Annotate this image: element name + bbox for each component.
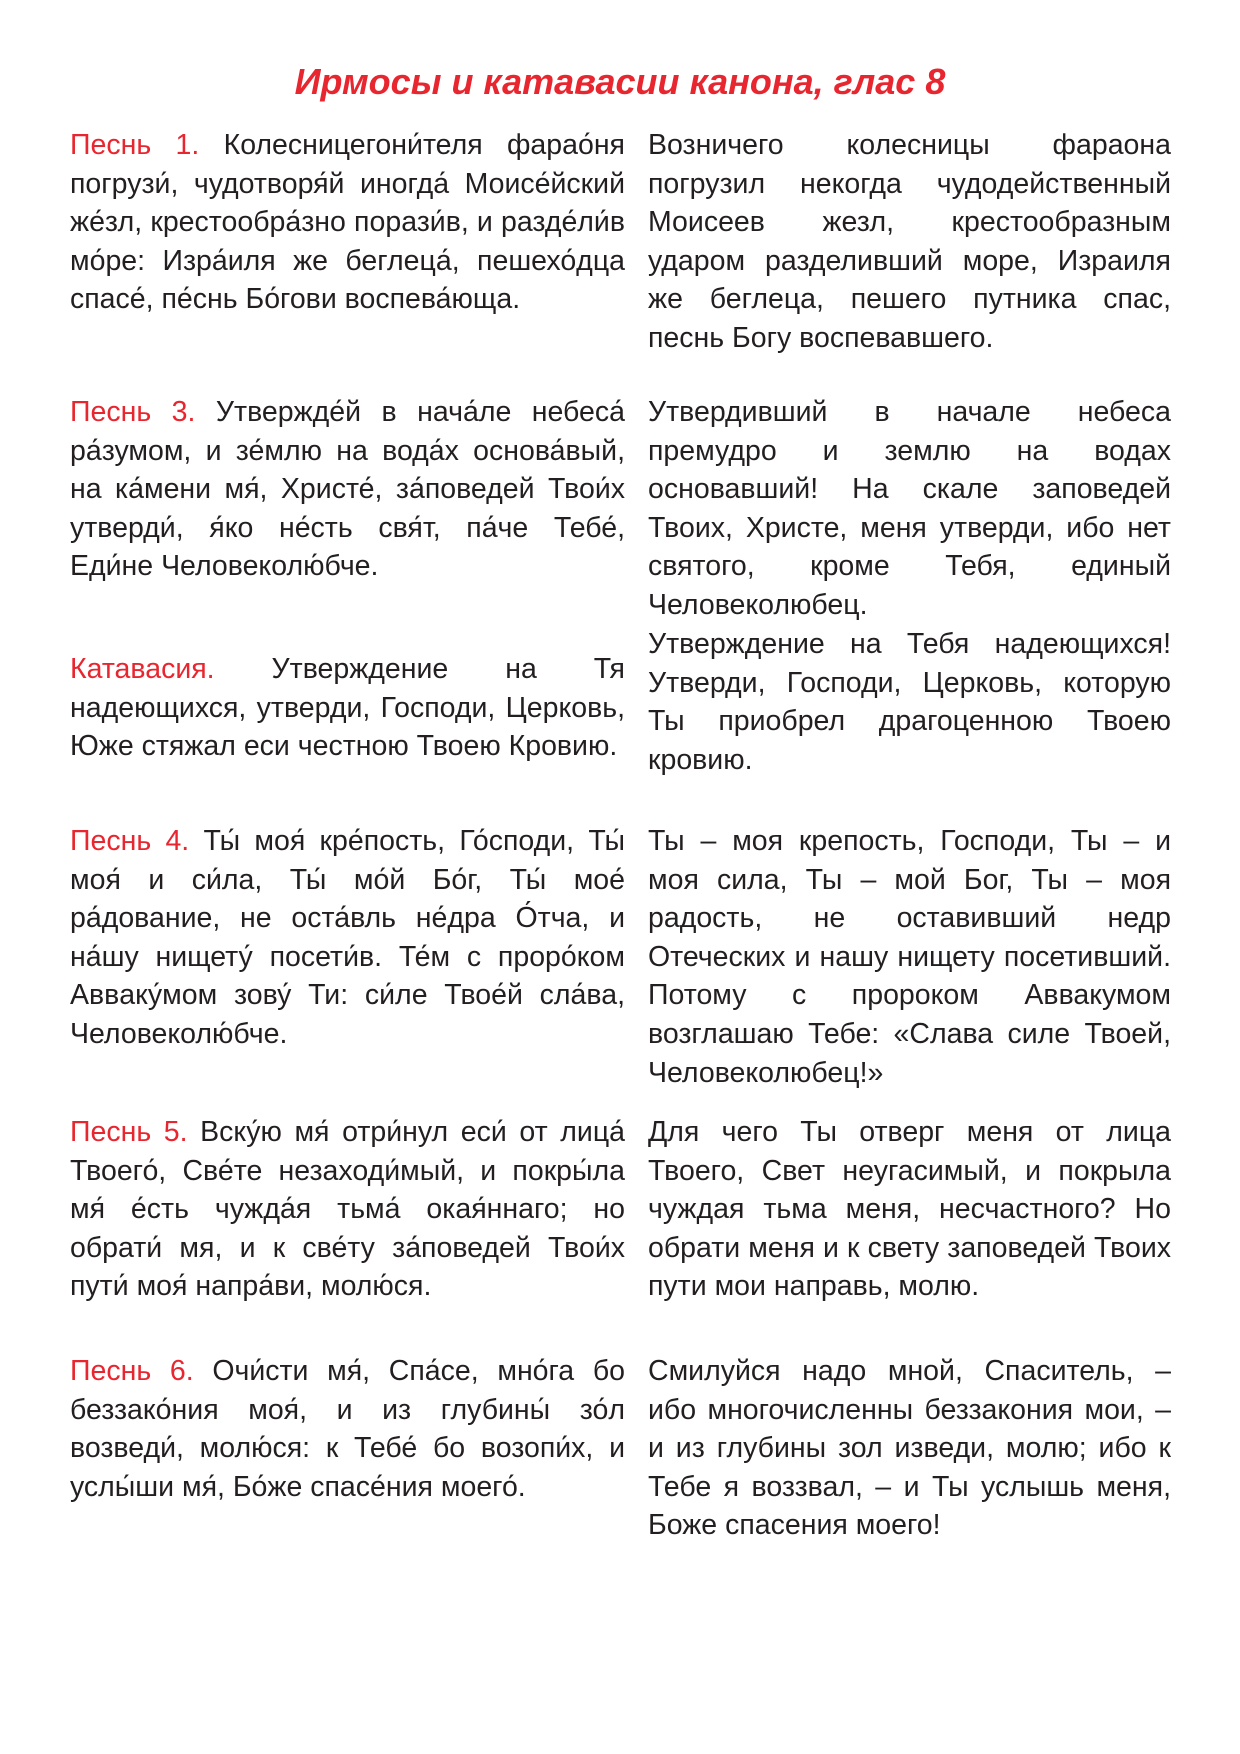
section-4-russian-text: Ты – моя крепость, Господи, Ты – и моя сила, Ты – мой Бог, Ты – моя радость, не оставивший недр Отеческих и нашу нищету посетивший. Потому с пророком Аввакумом возглашаю Тебе: «Слава силе Твоей, Человеколюбец!» [648,825,1171,1089]
katavasia-label: Катавасия. [70,653,272,685]
katavasia-russian-text: Утверждение на Тебя надеющихся! Утверди, Господи, Церковь, которую Ты приобрел драгоценною Твоею кровию. [648,628,1171,776]
section-3-russian [648,393,1171,625]
katavasia-russian [648,625,1171,779]
page-title: Ирмосы и катавасии канона, глас 8 [294,61,946,102]
section-6-slavonic-text: Очи́сти мя́, Спа́се, мно́га бо беззако́ния моя́, и из глубины́ зо́л возведи́, молю́ся: к Тебе́ бо возопи́х, и услы́ши мя́, Бо́же спасе́ния моего́. [70,1355,626,1503]
section-1-label: Песнь 1. [70,129,224,161]
section-3-slavonic-text: Утвержде́й в нача́ле небеса́ ра́зумом, и зе́млю на вода́х основа́вый, на ка́мени мя́, Христе́, за́поведей Твои́х утверди́, я́ко не́сть свя́т, па́че Тебе́, Еди́не Человеколю́бче. [70,396,625,583]
section-4-slavonic [70,822,625,1054]
section-6-label: Песнь 6. [70,1355,213,1387]
section-3-russian-text: Утвердивший в начале небеса премудро и землю на водах основавший! На скале заповедей Твоих, Христе, меня утверди, ибо нет святого, кроме Тебя, единый Человеколюбец. [648,396,1171,621]
section-3-label: Песнь 3. [70,396,216,428]
section-6-slavonic [70,1352,625,1506]
section-6-russian-text: Смилуйся надо мной, Спаситель, – ибо многочисленны беззакония мои, – и из глубины зол изведи, молю; ибо к Тебе я воззвал, – и Ты услышь меня, Боже спасения моего! [648,1355,1171,1542]
section-3-slavonic [70,393,625,586]
section-5-russian-text: Для чего Ты отверг меня от лица Твоего, Свет неугасимый, и покрыла чуждая тьма меня, несчастного? Но обрати меня и к свету заповедей Твоих пути мои направь, молю. [648,1116,1171,1303]
section-4-label: Песнь 4. [70,825,204,857]
section-5-slavonic [70,1113,625,1306]
section-1-russian [648,126,1171,358]
katavasia-slavonic [70,650,625,766]
section-6-russian [648,1352,1171,1545]
section-5-russian [648,1113,1171,1306]
section-1-slavonic-text: Колесницегони́теля фарао́ня погрузи́, чудотворя́й иногда́ Моисе́йский же́зл, крестообра́зно порази́в, и разде́ли́в мо́ре: Изра́иля же беглеца́, пешехо́дца спасе́, пе́снь Бо́гови воспева́юща. [70,129,625,316]
katavasia-slavonic-text: Утверждение на Тя надеющихся, утверди, Господи, Церковь, Юже стяжал еси честною Твоею Кровию. [70,653,625,763]
section-1-slavonic [70,126,625,319]
section-4-russian [648,822,1171,1092]
section-4-slavonic-text: Ты́ моя́ кре́пость, Го́споди, Ты́ моя́ и си́ла, Ты́ мо́й Бо́г, Ты́ мое́ ра́дование, не оста́вль не́дра О́тча, и на́шу нищету́ посети́в. Те́м с проро́ком Аввaку́мом зову́ Ти: си́ле Твое́й сла́ва, Человеколю́бче. [70,825,625,1050]
section-1-russian-text: Возничего колесницы фараона погрузил некогда чудодейственный Моисеев жезл, крестообразным ударом разделивший море, Израиля же беглеца, пешего путника спас, песнь Богу воспевавшего. [648,129,1171,354]
section-5-slavonic-text: Вску́ю мя́ отри́нул еси́ от лица́ Твоего́, Све́те незаходи́мый, и покры́ла мя́ е́сть чужда́я тьма́ окая́ннаго; но обрати́ мя, и к све́ту за́поведей Твои́х пути́ моя́ напра́ви, молю́ся. [70,1116,625,1303]
section-5-label: Песнь 5. [70,1116,201,1148]
